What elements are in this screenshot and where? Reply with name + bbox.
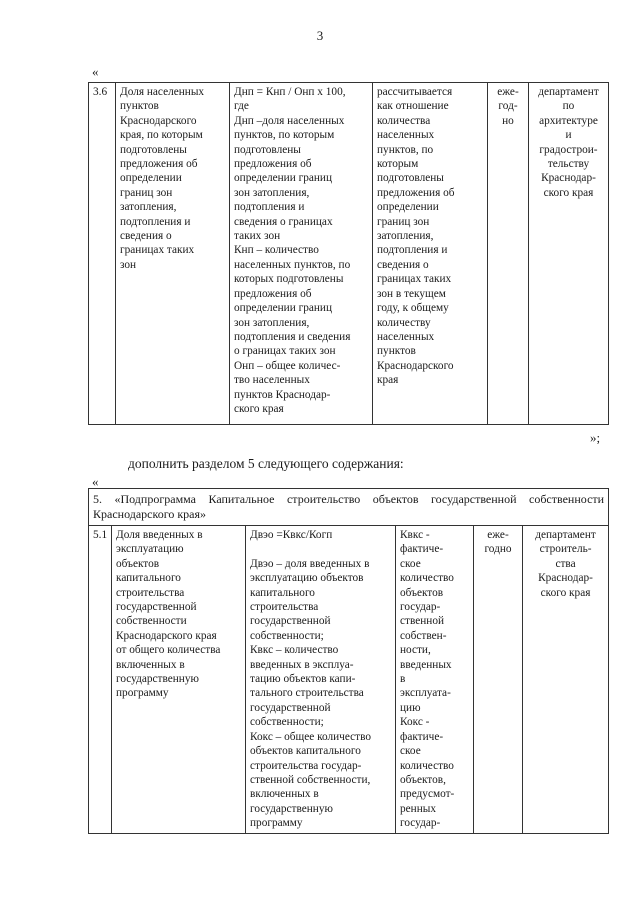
close-quote: »;: [590, 430, 601, 445]
indicator-table-2: [88, 488, 609, 834]
indicator-formula: Двэо =Квкс/Когп Двэо – доля введенных в эксплуатацию объектов капитального строительства государственной собственности; Квкс – количество введенных в эксплуа- тацию объектов капи- тального строительства государственной собственности; Кокс – общее количество объектов капитального строительства государ- ственной собственности, включенных в государственную программу: [246, 526, 396, 834]
indicator-formula: Днп = Кнп / Онп х 100, где Днп –доля населенных пунктов, по которым подготовлены предложения об определении границ зон затопления, подтопления и сведения о границах таких зон Кнп – количество населенных пунктов, по которых подготовлены предложения об определении границ зон затопления, подтопления и сведения о границах таких зон Онп – общее количес- тво населенных пунктов Краснодар- ского края: [230, 83, 373, 425]
calculation-method: рассчитывается как отношение количества населенных пунктов, по которым подготовлены предложения об определении границ зон затопления, подтопления и сведения о границах таких зон в текущем году, к общему количеству населенных пунктов Краснодарского края: [373, 83, 488, 425]
table-row: [89, 83, 609, 425]
page-number: 3: [316, 28, 324, 43]
section-title-row: [89, 489, 609, 526]
responsible-department: департамент по архитектуре и градострои- тельству Краснодар- ского края: [529, 83, 609, 425]
calculation-method: Квкс - фактиче- ское количество объектов государ- ственной собствен- ности, введенных в эксплуата- цию Кокс - фактиче- ское количество объектов, предусмот- ренных государ-: [396, 526, 474, 834]
indicator-table-1: [88, 82, 609, 425]
table-row: [89, 526, 609, 834]
open-quote-2: «: [92, 474, 99, 489]
reporting-period: еже- годно: [474, 526, 523, 834]
row-number: 5.1: [89, 526, 112, 834]
open-quote: «: [92, 64, 99, 79]
reporting-period: еже- год- но: [488, 83, 529, 425]
indicator-name: Доля введенных в эксплуатацию объектов капитального строительства государственной собственности Краснодарского края от общего количества включенных в государственную программу: [112, 526, 246, 834]
section-title: 5. «Подпрограмма Капитальное строительство объектов государственной собственности Краснодарского края»: [89, 489, 609, 526]
responsible-department: департамент строитель- ства Краснодар- ского края: [523, 526, 609, 834]
indicator-name: Доля населенных пунктов Краснодарского края, по которым подготовлены предложения об определении границ зон затопления, подтопления и сведения о границах таких зон: [116, 83, 230, 425]
row-number: 3.6: [89, 83, 116, 425]
section-heading: дополнить разделом 5 следующего содержания:: [128, 456, 404, 471]
